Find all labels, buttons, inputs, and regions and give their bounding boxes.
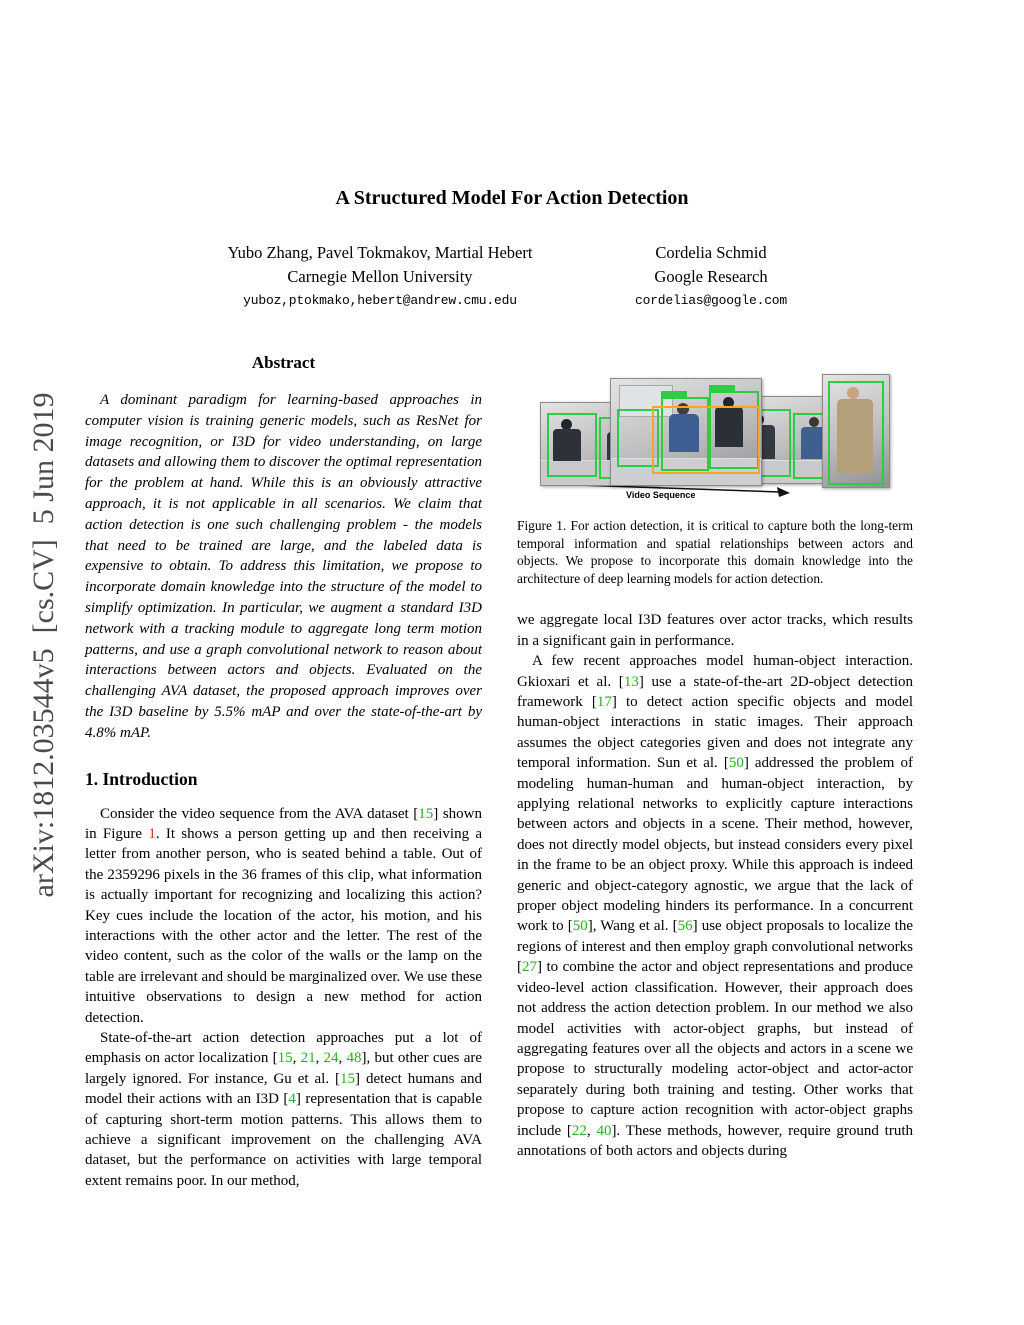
text-run: ] shown in Figure	[85, 805, 482, 842]
citation-link[interactable]: 15	[340, 1070, 356, 1087]
abstract-heading: Abstract	[251, 353, 316, 372]
object-bbox-orange	[652, 406, 760, 474]
citation-link[interactable]: 24	[323, 1050, 339, 1067]
text-run: ] detect humans and model their actions with an I3D [	[85, 1070, 483, 1108]
text-run: we aggregate local I3D features over actor tracks, which results in a significant gain in performance.	[517, 612, 913, 649]
text-run: ] use object proposals to localize the regions of interest and then employ graph convolutional networks [	[517, 918, 913, 976]
citation-link[interactable]: 56	[677, 918, 693, 935]
actor-bbox-green	[547, 413, 597, 477]
text-run: ,	[586, 1122, 597, 1139]
author-affiliation: Carnegie Mellon University	[287, 267, 473, 286]
section-heading-introduction: 1. Introduction	[85, 768, 198, 789]
text-run: ] addressed the problem of modeling human-human and human-object interaction, by applying relational networks to explicitly capture interactions between actors and objects in a scene. Their method, however, does not directly model objects, but instead considers every pixel in the frame to be an object proxy. While this approach is indeed generic and object-category agnostic, we argue that the lack of proper object modeling hinders its performance. In a concurrent work to [	[517, 755, 913, 935]
text-run: Consider the video sequence from the AVA dataset [	[100, 805, 419, 822]
body-paragraph-continued	[517, 610, 913, 651]
intro-paragraph-1	[85, 804, 482, 1028]
citation-link[interactable]: 40	[596, 1122, 612, 1139]
abstract-text: A dominant paradigm for learning-based approaches in computer vision is training generic models, such as ResNet for image recognition, or I3D for video understanding, on large datasets and allowing them to discover the optimal representation for the problem at hand. While this is an obviously attractive approach, it is not applicable in all scenarios. We claim that action detection is one such challenging problem - the models that need to be trained are large, and the labeled data is expensive to obtain. To address this limitation, we propose to incorporate domain knowledge into the structure of the model to simplify optimization. In particular, we augment a standard I3D network with a tracking module to aggregate long term motion patterns, and use a graph convolutional network to reason about interactions between actors and objects. Evaluated on the challenging AVA dataset, the proposed approach improves over the I3D baseline by 5.5% mAP and over the state-of-the-art by 4.8% mAP.	[85, 392, 482, 741]
citation-link[interactable]: 50	[572, 918, 588, 935]
citation-link[interactable]: 48	[346, 1050, 362, 1067]
right-column	[517, 372, 913, 1161]
text-run: ], Wang et al. [	[587, 918, 678, 935]
citation-link[interactable]: 15	[418, 805, 434, 822]
figure1-caption: Figure 1. For action detection, it is critical to capture both the long-term temporal information and spatial relationships between actors and objects. We propose to incorporate this domain knowledge into the architecture of deep learning models for action detection.	[517, 518, 913, 586]
left-column	[85, 353, 482, 1191]
citation-link[interactable]: 27	[522, 959, 537, 976]
citation-link[interactable]: 50	[728, 755, 744, 772]
authors-block-left	[170, 241, 590, 313]
text-run: ,	[315, 1050, 324, 1067]
text-run: ,	[338, 1050, 347, 1067]
video-frame	[822, 374, 890, 488]
text-run: ] representation that is capable of capturing short-term motion patterns. This allows them to achieve a significant improvement on the challenging AVA dataset, but the performance on activities with large temporal extent remains poor. In our method,	[85, 1091, 482, 1189]
citation-link[interactable]: 4	[288, 1091, 296, 1108]
citation-link[interactable]: 21	[300, 1050, 316, 1067]
intro-paragraph-2	[85, 1028, 482, 1191]
figure1-image	[540, 372, 890, 506]
text-run: ]. These methods, however, require ground truth annotations of both actors and objects during	[517, 1122, 913, 1159]
figure1-axis-label: Video Sequence	[626, 490, 696, 500]
citation-link[interactable]: 15	[277, 1050, 293, 1067]
figure-ref-link[interactable]: 1	[148, 825, 156, 842]
text-run: ] use a state-of-the-art 2D-object detection framework [	[517, 673, 914, 710]
citation-link[interactable]: 22	[571, 1122, 587, 1139]
citation-link[interactable]: 13	[623, 673, 639, 690]
text-run: . It shows a person getting up and then receiving a letter from another person, who is seated behind a table. Out of the 2359296 pixels in the 36 frames of this clip, what information is actually important for recognizing and localizing this action? Key cues include the location of the actor, his motion, and his interactions with the other actor and the letter. The rest of the video content, such as the color of the walls or the lamp on the table are irrelevant and should be marginalized over. We use these intuitive observations to design a new method for action detection.	[85, 825, 482, 1026]
actor-bbox-green	[828, 381, 884, 485]
body-paragraph-related-work	[517, 651, 913, 1161]
author-emails: cordelias@google.com	[634, 293, 788, 308]
text-run: ] to detect action specific objects and model human-object interactions in static images. Their approach assumes the object categories given and does not integrate any temporal information. Sun et al. [	[517, 694, 914, 772]
author-names: Yubo Zhang, Pavel Tokmakov, Martial Hebert	[227, 243, 533, 262]
text-run: State-of-the-art action detection approaches put a lot of emphasis on actor localization [	[85, 1030, 482, 1067]
authors-block-right	[596, 241, 826, 313]
citation-link[interactable]: 17	[596, 694, 612, 710]
paper-title: A Structured Model For Action Detection	[335, 187, 689, 210]
arxiv-sidebar-label: arXiv:1812.03544v5 [cs.CV] 5 Jun 2019	[27, 392, 60, 898]
author-emails: yuboz,ptokmako,hebert@andrew.cmu.edu	[243, 293, 517, 308]
text-run: A few recent approaches model human-object interaction. Gkioxari et al. [	[517, 653, 913, 690]
text-run: ], but other cues are largely ignored. For instance, Gu et al. [	[85, 1050, 483, 1087]
text-run: ] to combine the actor and object representations and produce video-level action classification. However, their approach does not address the action detection problem. In our method we also model activities with actor-object graphs, but instead of aggregating features over all the objects and actors in a scene we propose to structurally modeling actor-object and actor-actor separately during both training and testing. Other works that propose to capture action recognition with actor-object graphs include [	[517, 959, 913, 1139]
author-names: Cordelia Schmid	[655, 243, 767, 262]
author-affiliation: Google Research	[654, 267, 768, 286]
text-run: ,	[292, 1050, 301, 1067]
